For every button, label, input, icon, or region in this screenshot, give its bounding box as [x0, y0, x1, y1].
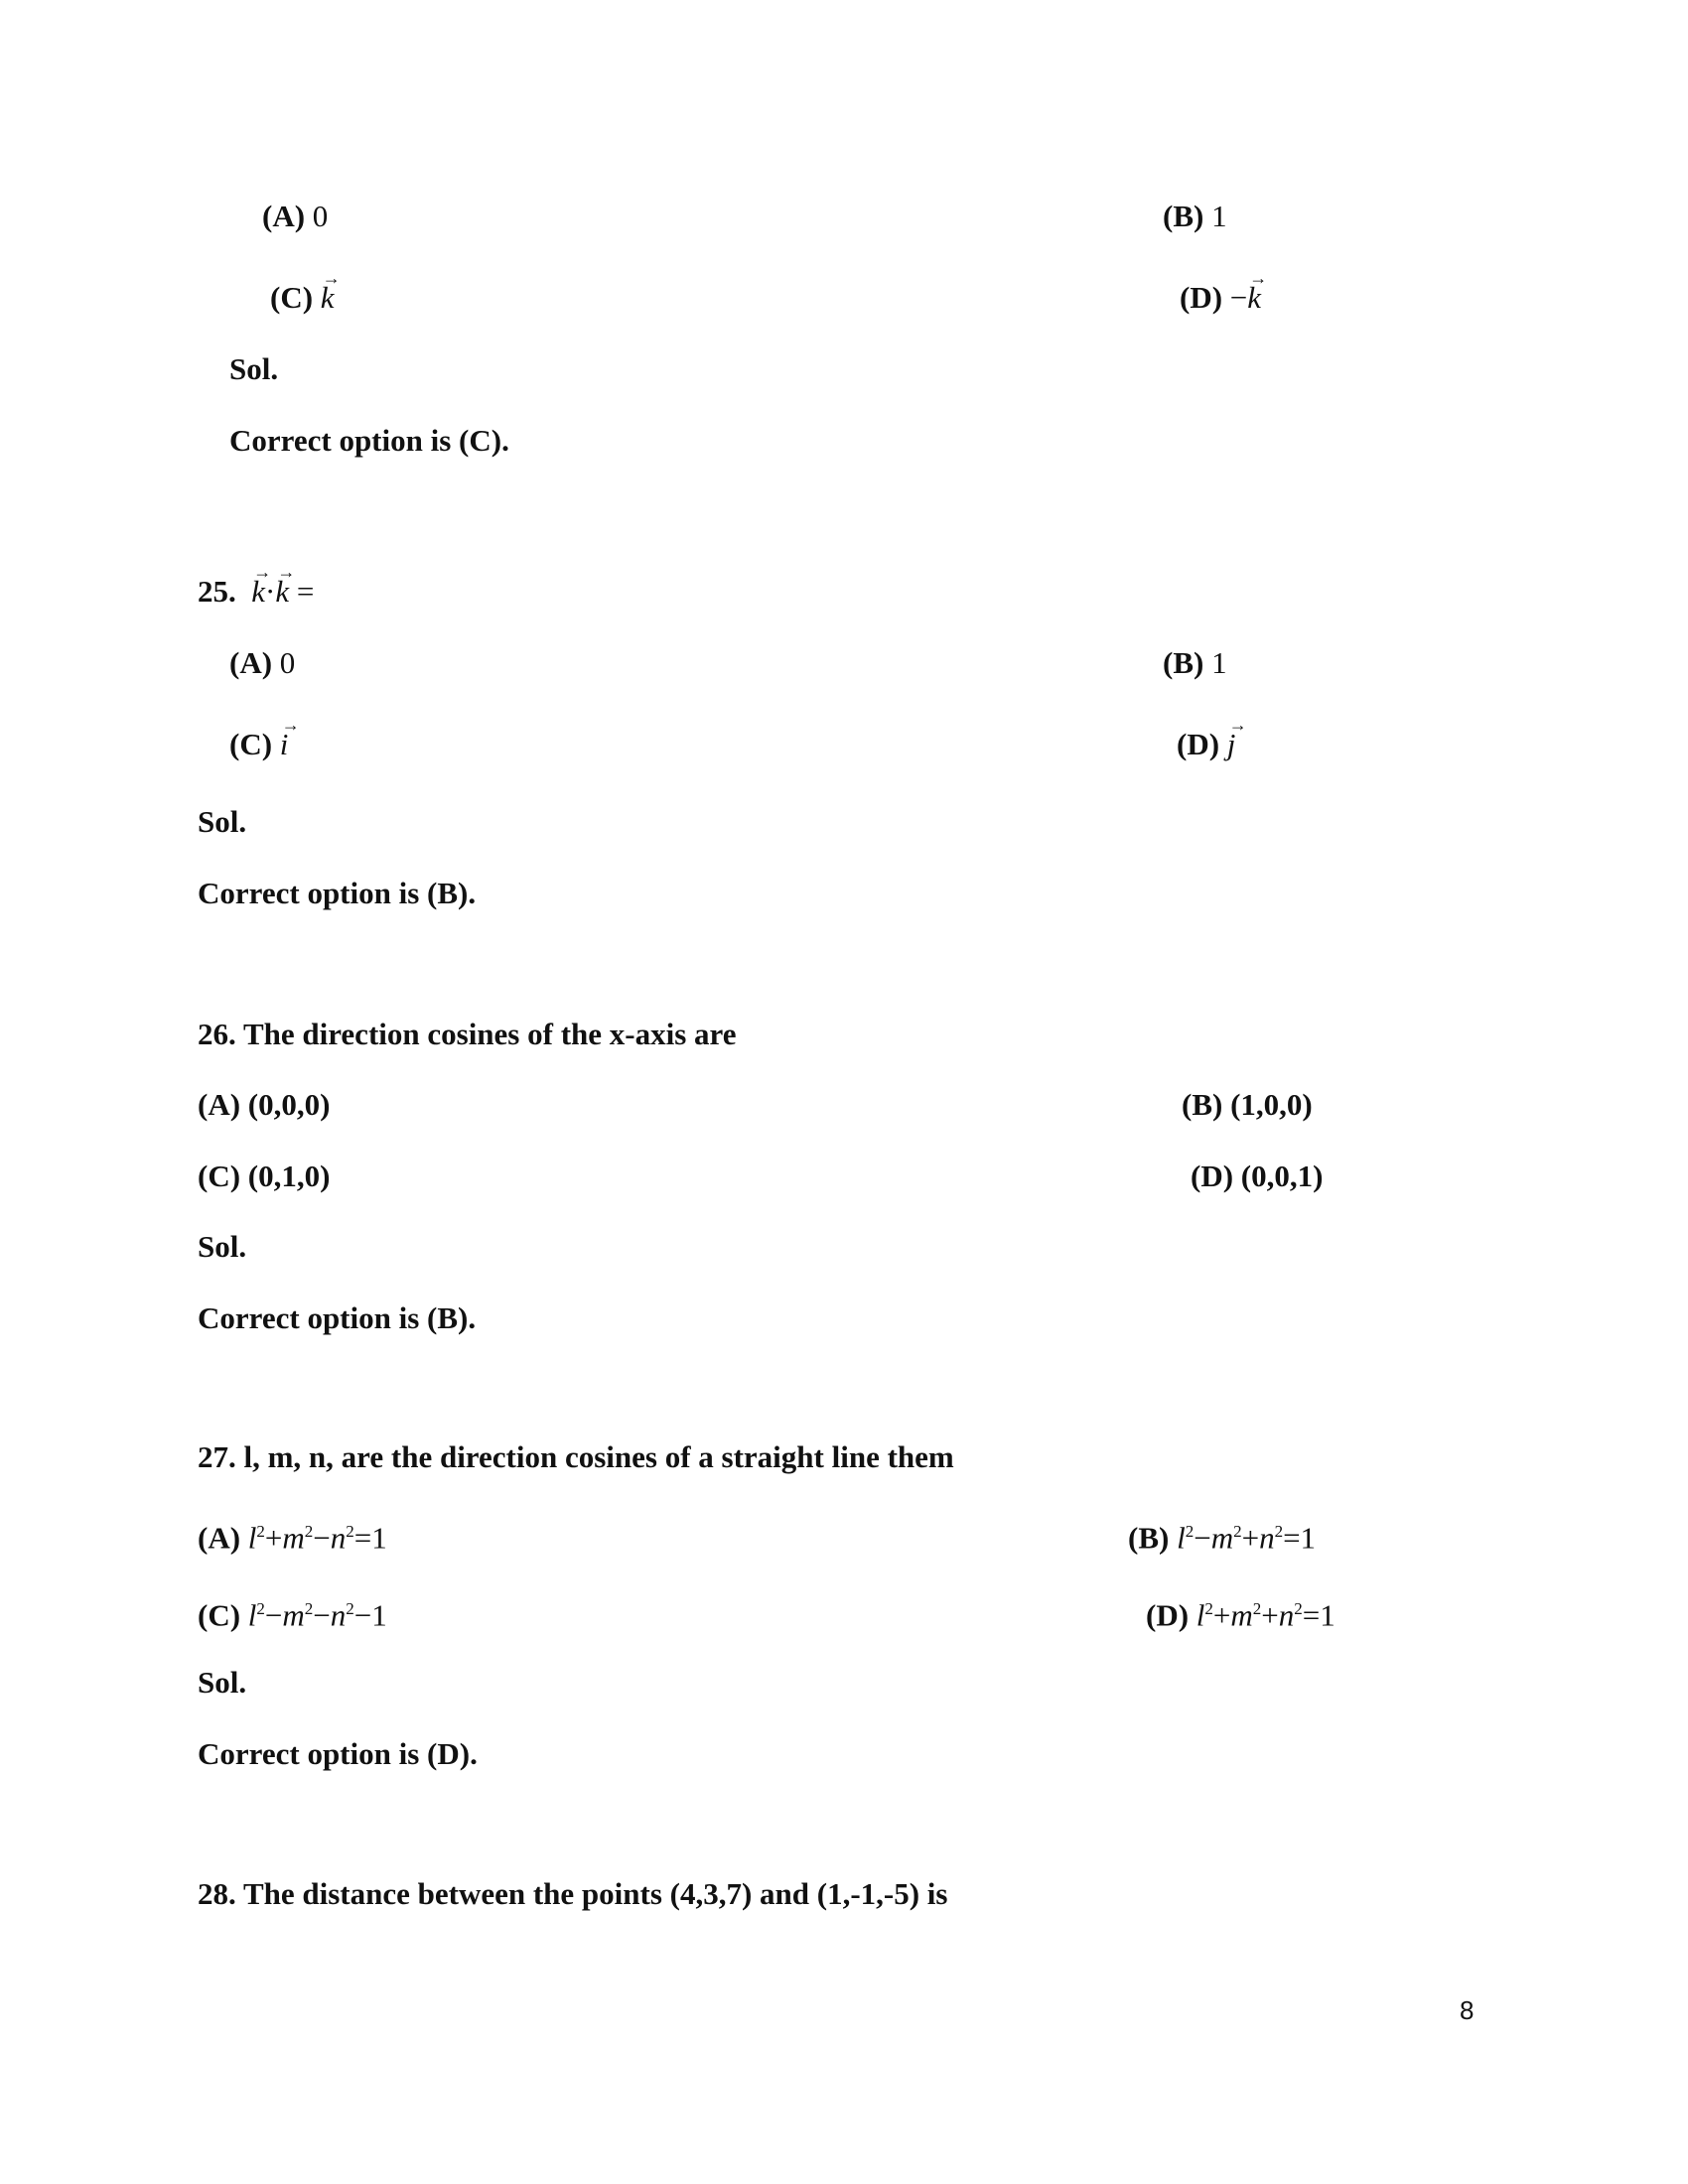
q26-option-b: (B) (1,0,0)	[1182, 1087, 1313, 1122]
q27-option-d: (D) $l^2+m^2+n^2=1$	[1146, 1597, 1336, 1633]
q24-option-a: (A) 0	[262, 199, 329, 233]
q26-answer: Correct option is (B).	[198, 1300, 477, 1335]
page-number: 8	[1460, 1995, 1475, 2025]
q24-option-d: (D) −→ k	[1180, 280, 1261, 316]
q24-option-b: (B) 1	[1163, 199, 1227, 233]
q26-sol: Sol.	[198, 1229, 247, 1264]
q27-answer: Correct option is (D).	[198, 1736, 478, 1771]
q27-option-c: (C) $l^2-m^2-n^2-1$	[198, 1597, 387, 1633]
q24-answer: Correct option is (C).	[229, 423, 509, 458]
q24-sol: Sol.	[229, 351, 279, 386]
q26-option-c: (C) (0,1,0)	[198, 1159, 331, 1193]
q26-option-a: (A) (0,0,0)	[198, 1087, 331, 1122]
q26-question: 26. The direction cosines of the x-axis are	[198, 1017, 737, 1051]
q24-option-c: (C) → k	[270, 280, 335, 316]
q27-option-a: (A) $l^2+m^2-n^2=1$	[198, 1520, 387, 1556]
q25-option-a: (A) 0	[229, 645, 296, 680]
q27-option-b: (B) $l^2-m^2+n^2=1$	[1128, 1520, 1317, 1556]
q28-question: 28. The distance between the points (4,3,7) and (1,-1,-5) is	[198, 1876, 948, 1911]
q27-question: 27. l, m, n, are the direction cosines of a straight line them	[198, 1439, 954, 1474]
q25-question: 25. → k·→ k =	[198, 574, 314, 610]
q25-option-d: (D) → j	[1177, 727, 1235, 762]
q27-sol: Sol.	[198, 1665, 247, 1700]
q25-answer: Correct option is (B).	[198, 876, 477, 910]
q25-option-b: (B) 1	[1163, 645, 1227, 680]
q25-option-c: (C) → i	[229, 727, 288, 762]
q25-sol: Sol.	[198, 804, 247, 839]
q26-option-d: (D) (0,0,1)	[1191, 1159, 1324, 1193]
